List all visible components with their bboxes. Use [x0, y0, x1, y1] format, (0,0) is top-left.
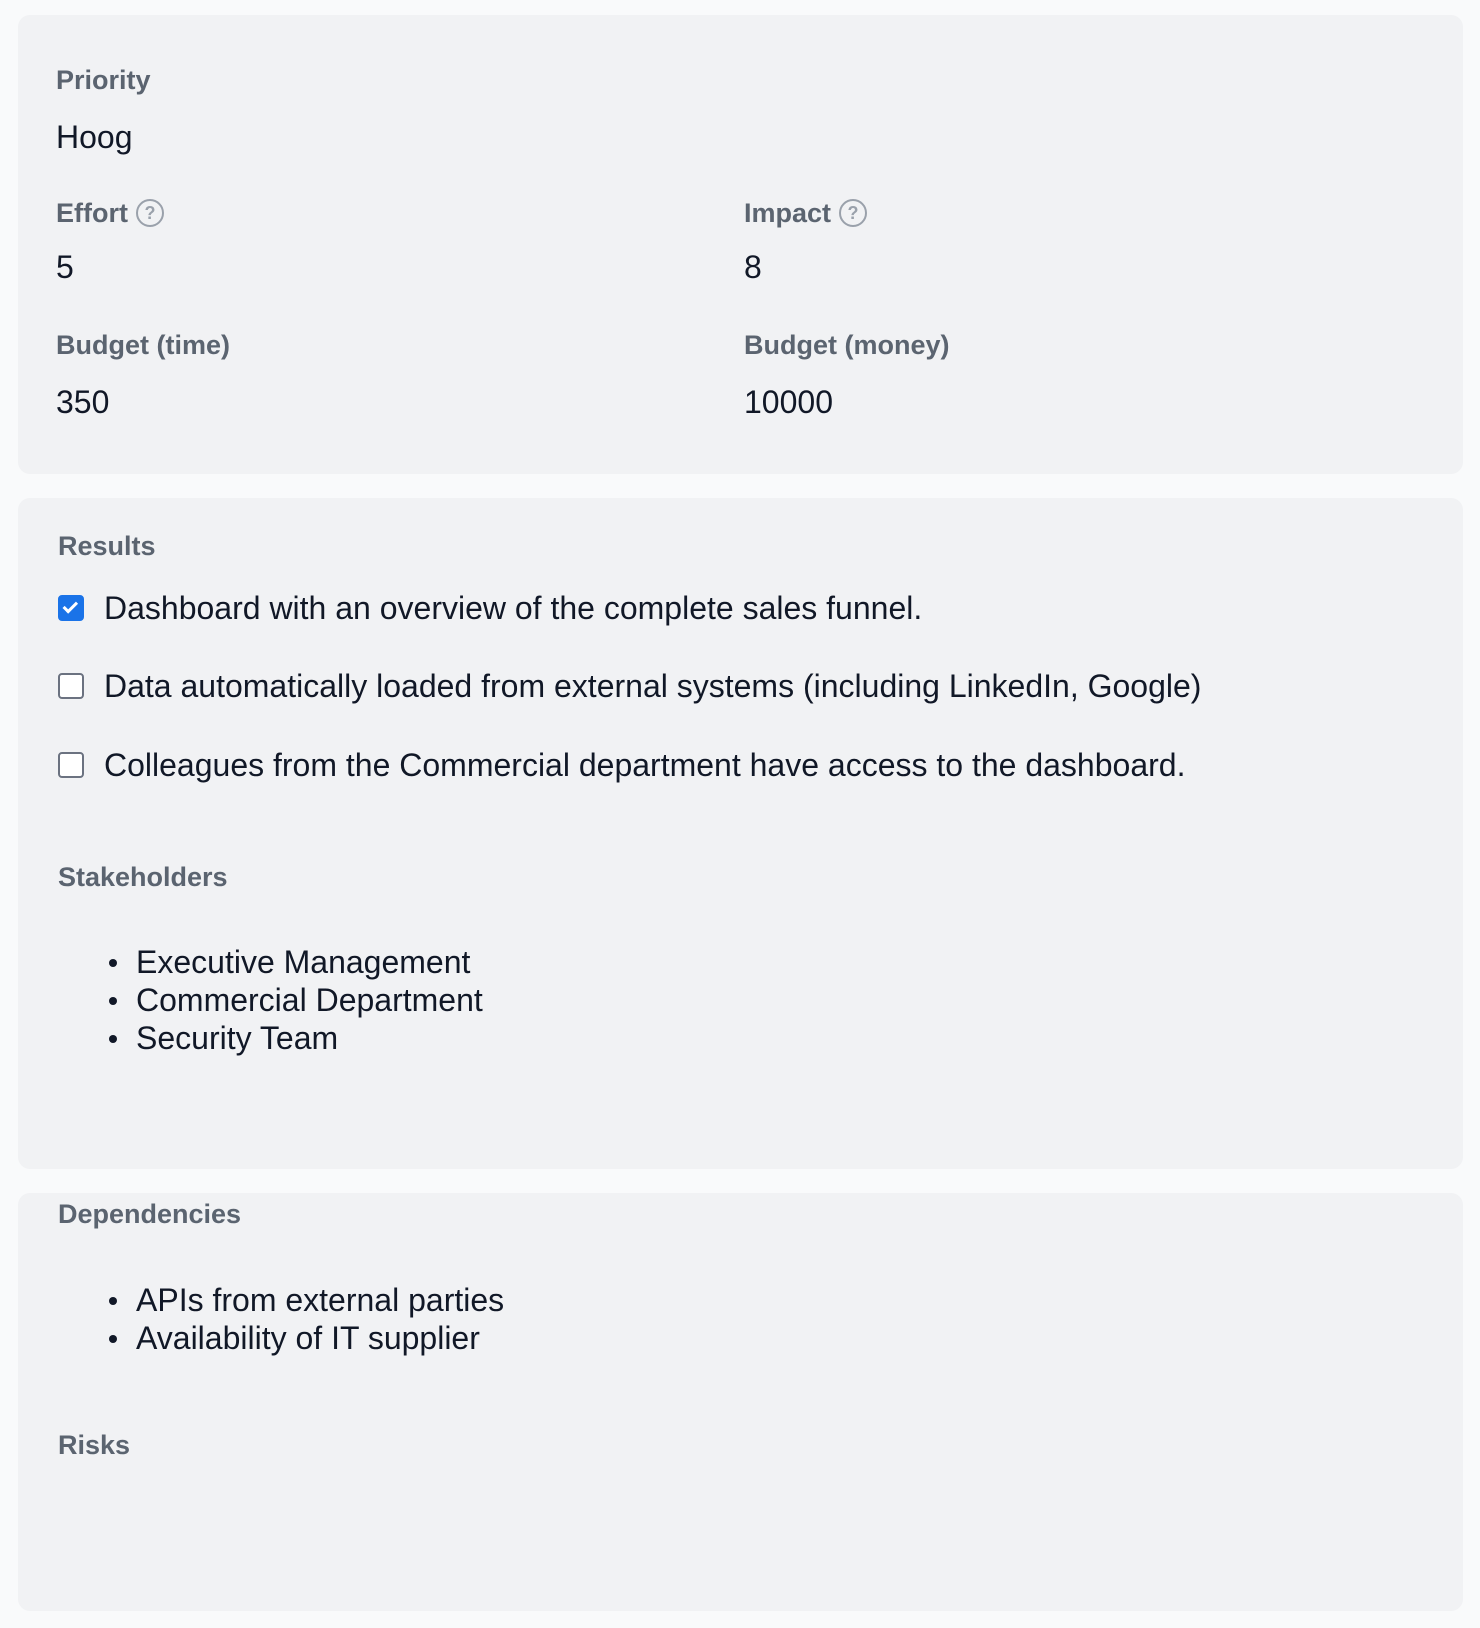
stakeholders-label: Stakeholders	[58, 862, 228, 892]
list-item: Security Team	[106, 1019, 483, 1057]
result-item	[58, 666, 1201, 706]
summary-card	[18, 15, 1463, 474]
risks-label: Risks	[58, 1430, 131, 1460]
stakeholders-list	[106, 943, 483, 1057]
result-checkbox[interactable]	[58, 752, 84, 778]
budget-money-label: Budget (money)	[744, 330, 950, 360]
budget-time-field	[56, 328, 230, 422]
list-item: Executive Management	[106, 943, 483, 981]
result-checkbox[interactable]	[58, 673, 84, 699]
budget-money-value: 10000	[744, 384, 833, 420]
results-card	[18, 498, 1463, 1169]
result-text: Dashboard with an overview of the complete sales funnel.	[104, 590, 923, 626]
result-text: Data automatically loaded from external systems (including LinkedIn, Google)	[104, 668, 1202, 704]
result-item	[58, 745, 1185, 785]
list-item: Availability of IT supplier	[106, 1319, 504, 1357]
effort-value: 5	[56, 249, 74, 285]
dependencies-list	[106, 1281, 504, 1357]
result-text: Colleagues from the Commercial department have access to the dashboard.	[104, 747, 1186, 783]
list-item: Commercial Department	[106, 981, 483, 1019]
result-item	[58, 588, 922, 628]
impact-value: 8	[744, 249, 762, 285]
impact-label: Impact	[744, 198, 832, 228]
result-checkbox-checked[interactable]	[58, 595, 84, 621]
results-label: Results	[58, 531, 156, 561]
dependencies-card	[18, 1193, 1463, 1611]
list-item: APIs from external parties	[106, 1281, 504, 1319]
priority-label: Priority	[56, 65, 151, 95]
budget-time-value: 350	[56, 384, 110, 420]
effort-field	[56, 196, 164, 287]
question-circle-icon[interactable]: ?	[136, 199, 164, 227]
effort-label: Effort	[56, 198, 128, 228]
impact-field	[744, 196, 867, 287]
check-icon	[63, 598, 79, 614]
priority-field	[56, 63, 151, 157]
budget-money-field	[744, 328, 950, 422]
question-circle-icon[interactable]: ?	[839, 199, 867, 227]
dependencies-label: Dependencies	[58, 1199, 242, 1229]
priority-value: Hoog	[56, 119, 133, 155]
budget-time-label: Budget (time)	[56, 330, 230, 360]
